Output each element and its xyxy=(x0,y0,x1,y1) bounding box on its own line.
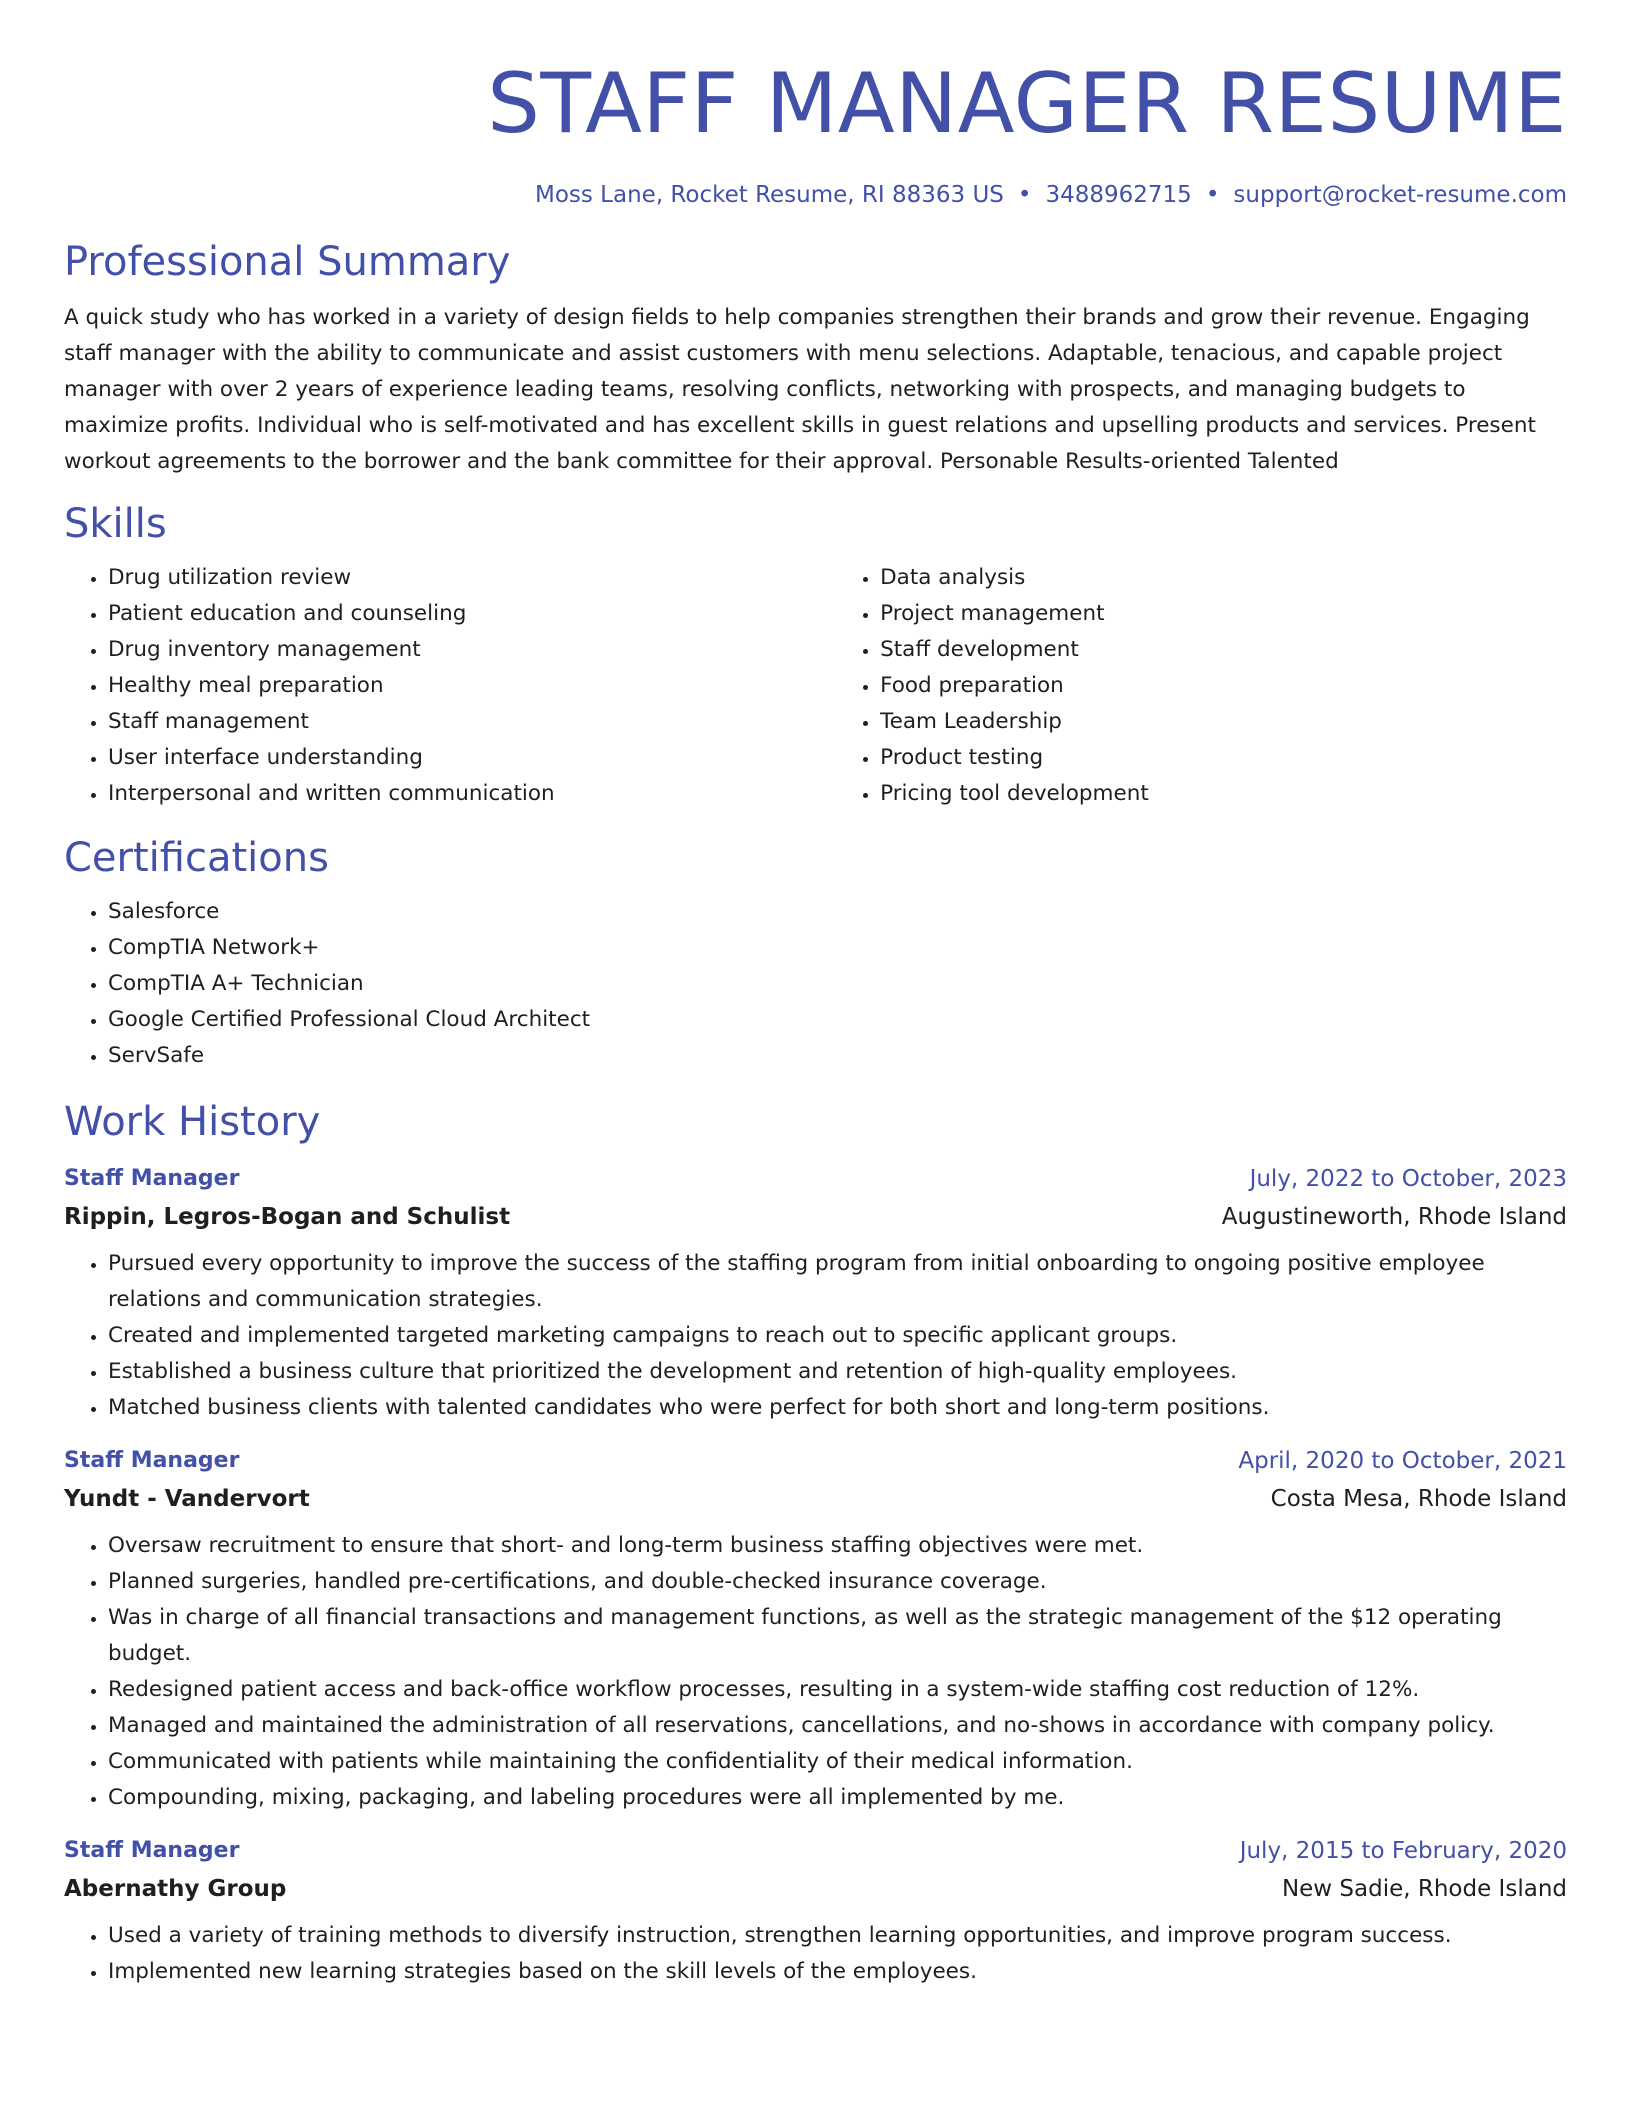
skills-heading: Skills xyxy=(64,501,167,547)
job-company-row xyxy=(64,1870,1567,1908)
skill-item: • Data analysis xyxy=(880,560,1567,596)
job-title-row xyxy=(64,1832,1567,1870)
job-bullet: • Implemented new learning strategies based on the skill levels of the employees. xyxy=(108,1954,1567,1990)
resume-page xyxy=(64,0,1567,1990)
job-company-row xyxy=(64,1198,1567,1236)
job-title: Staff Manager xyxy=(64,1166,240,1191)
contact-email[interactable]: support@rocket-resume.com xyxy=(1233,182,1567,208)
job-dates: July, 2022 to October, 2023 xyxy=(1249,1166,1567,1192)
job-bullet: • Was in charge of all financial transactions and management functions, as well as the strategic management of the $12 operating budget. xyxy=(108,1600,1567,1672)
skill-item: • Staff management xyxy=(108,704,836,740)
job-dates: April, 2020 to October, 2021 xyxy=(1238,1448,1567,1474)
job-bullet: • Pursued every opportunity to improve the success of the staffing program from initial onboarding to ongoing positive employee relations and communication strategies. xyxy=(108,1246,1567,1318)
job-bullet: • Oversaw recruitment to ensure that short- and long-term business staffing objectives were met. xyxy=(108,1528,1567,1564)
skill-item: • Team Leadership xyxy=(880,704,1567,740)
job-entry xyxy=(64,1442,1567,1816)
contact-phone: 3488962715 xyxy=(1045,182,1192,208)
certification-item: • ServSafe xyxy=(108,1038,1567,1074)
contact-separator: • xyxy=(1205,182,1220,208)
skill-item: • Product testing xyxy=(880,740,1567,776)
skill-item: • Food preparation xyxy=(880,668,1567,704)
skill-item: • Pricing tool development xyxy=(880,776,1567,812)
skills-list xyxy=(64,560,1567,812)
job-bullet: • Managed and maintained the administration of all reservations, cancellations, and no-shows in accordance with company policy. xyxy=(108,1708,1567,1744)
skill-item: • User interface understanding xyxy=(108,740,836,776)
job-company-row xyxy=(64,1480,1567,1518)
work-history-heading: Work History xyxy=(64,1099,321,1145)
job-bullet: • Established a business culture that prioritized the development and retention of high-quality employees. xyxy=(108,1354,1567,1390)
job-bullet: • Used a variety of training methods to diversify instruction, strengthen learning opportunities, and improve program success. xyxy=(108,1918,1567,1954)
job-bullets xyxy=(64,1528,1567,1816)
contact-separator: • xyxy=(1017,182,1032,208)
job-dates: July, 2015 to February, 2020 xyxy=(1239,1838,1567,1864)
skill-item: • Drug utilization review xyxy=(108,560,836,596)
job-title-row xyxy=(64,1442,1567,1480)
job-bullets xyxy=(64,1246,1567,1426)
job-company: Abernathy Group xyxy=(64,1876,287,1902)
certifications-heading: Certifications xyxy=(64,835,329,881)
job-location: Costa Mesa, Rhode Island xyxy=(1270,1486,1567,1512)
job-bullet: • Matched business clients with talented candidates who were perfect for both short and long-term positions. xyxy=(108,1390,1567,1426)
certification-item: • Salesforce xyxy=(108,894,1567,930)
summary-heading: Professional Summary xyxy=(64,239,511,285)
skill-item: • Patient education and counseling xyxy=(108,596,836,632)
job-title: Staff Manager xyxy=(64,1448,240,1473)
job-bullet: • Compounding, mixing, packaging, and labeling procedures were all implemented by me. xyxy=(108,1780,1567,1816)
job-company: Rippin, Legros-Bogan and Schulist xyxy=(64,1204,511,1230)
job-location: Augustineworth, Rhode Island xyxy=(1221,1204,1567,1230)
certification-item: • CompTIA Network+ xyxy=(108,930,1567,966)
skill-item: • Project management xyxy=(880,596,1567,632)
certification-item: • Google Certified Professional Cloud Architect xyxy=(108,1002,1567,1038)
skill-item: • Interpersonal and written communication xyxy=(108,776,836,812)
job-bullet: • Planned surgeries, handled pre-certifications, and double-checked insurance coverage. xyxy=(108,1564,1567,1600)
certification-item: • CompTIA A+ Technician xyxy=(108,966,1567,1002)
resume-title: STAFF MANAGER RESUME xyxy=(487,55,1567,152)
job-bullet: • Created and implemented targeted marketing campaigns to reach out to specific applicant groups. xyxy=(108,1318,1567,1354)
summary-text: A quick study who has worked in a variety of design fields to help companies strengthen their brands and grow their revenue. Engaging staff manager with the ability to communicate and assist customers with menu selections. Adaptable, tenacious, and capable project manager with over 2 years of experience leading teams, resolving conflicts, networking with prospects, and managing budgets to maximize profits. Individual who is self-motivated and has excellent skills in guest relations and upselling products and services. Present workout agreements to the borrower and the bank committee for their approval. Personable Results-oriented Talented xyxy=(64,305,1536,474)
job-location: New Sadie, Rhode Island xyxy=(1281,1876,1567,1902)
job-bullet: • Redesigned patient access and back-office workflow processes, resulting in a system-wide staffing cost reduction of 12%. xyxy=(108,1672,1567,1708)
certifications-list xyxy=(64,894,1567,1074)
job-title-row xyxy=(64,1160,1567,1198)
skills-right-column xyxy=(836,560,1567,812)
job-bullet: • Communicated with patients while maintaining the confidentiality of their medical information. xyxy=(108,1744,1567,1780)
job-entry xyxy=(64,1832,1567,1990)
job-bullets xyxy=(64,1918,1567,1990)
job-company: Yundt - Vandervort xyxy=(64,1486,310,1512)
contact-address: Moss Lane, Rocket Resume, RI 88363 US xyxy=(534,182,1004,208)
contact-line xyxy=(64,180,1567,210)
skill-item: • Staff development xyxy=(880,632,1567,668)
skills-left-column xyxy=(64,560,836,812)
job-title: Staff Manager xyxy=(64,1838,240,1863)
skill-item: • Drug inventory management xyxy=(108,632,836,668)
job-entry xyxy=(64,1160,1567,1426)
skill-item: • Healthy meal preparation xyxy=(108,668,836,704)
